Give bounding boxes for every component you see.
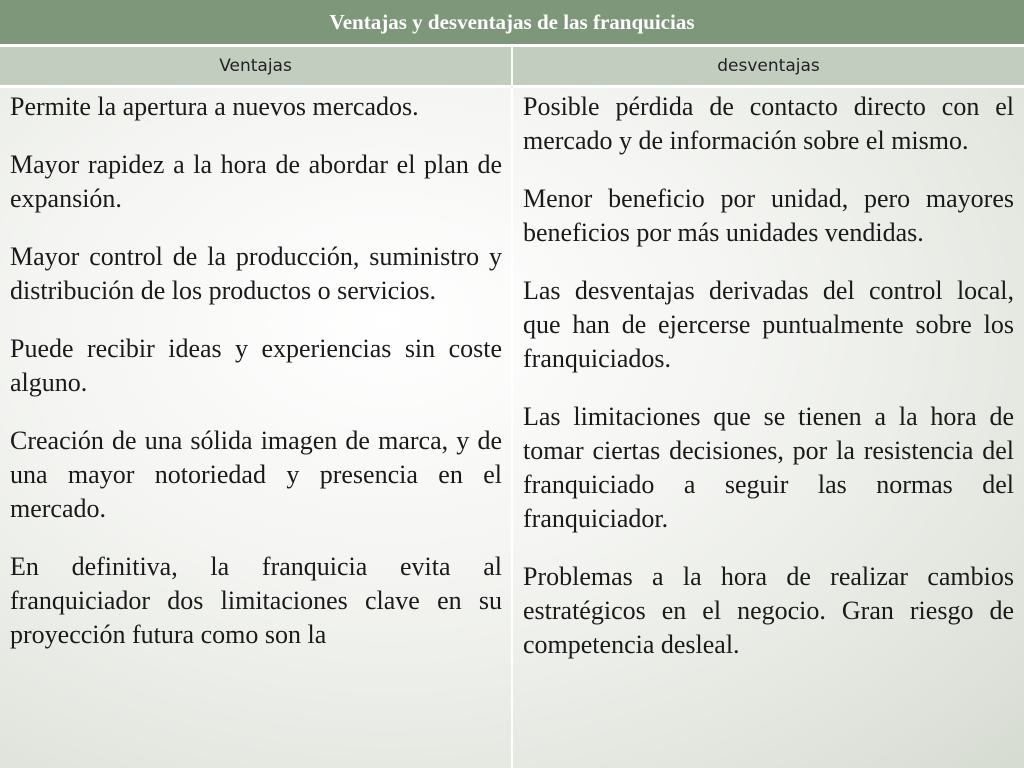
ventaja-item: Permite la apertura a nuevos mercados. xyxy=(10,92,419,121)
desventaja-item: Las desventajas derivadas del control local, que han de ejercerse puntualmente sobre los franquiciados. xyxy=(523,276,1014,373)
ventaja-item: En definitiva, la franquicia evita al franquiciador dos limitaciones clave en su proyección futura como son la xyxy=(10,552,502,649)
desventaja-item: Problemas a la hora de realizar cambios estratégicos en el negocio. Gran riesgo de competencia desleal. xyxy=(523,562,1014,659)
desventaja-item: Menor beneficio por unidad, pero mayores beneficios por más unidades vendidas. xyxy=(523,184,1014,247)
desventaja-item: Las limitaciones que se tienen a la hora de tomar ciertas decisiones, por la resistencia del franquiciado a seguir las normas del franquiciador. xyxy=(523,402,1014,533)
desventaja-item: Posible pérdida de contacto directo con el mercado y de información sobre el mismo. xyxy=(523,92,1014,155)
table-title: Ventajas y desventajas de las franquicias xyxy=(0,0,1024,47)
column-header-desventajas: desventajas xyxy=(513,47,1024,88)
column-divider xyxy=(511,88,513,768)
desventajas-column xyxy=(523,90,1014,768)
ventaja-item: Puede recibir ideas y experiencias sin coste alguno. xyxy=(10,334,502,397)
ventaja-item: Mayor control de la producción, suministro y distribución de los productos o servicios. xyxy=(10,242,502,305)
column-header-ventajas: Ventajas xyxy=(0,47,511,88)
ventajas-column xyxy=(10,90,502,768)
ventaja-item: Mayor rapidez a la hora de abordar el plan de expansión. xyxy=(10,150,502,213)
ventaja-item: Creación de una sólida imagen de marca, y de una mayor notoriedad y presencia en el mercado. xyxy=(10,426,502,523)
